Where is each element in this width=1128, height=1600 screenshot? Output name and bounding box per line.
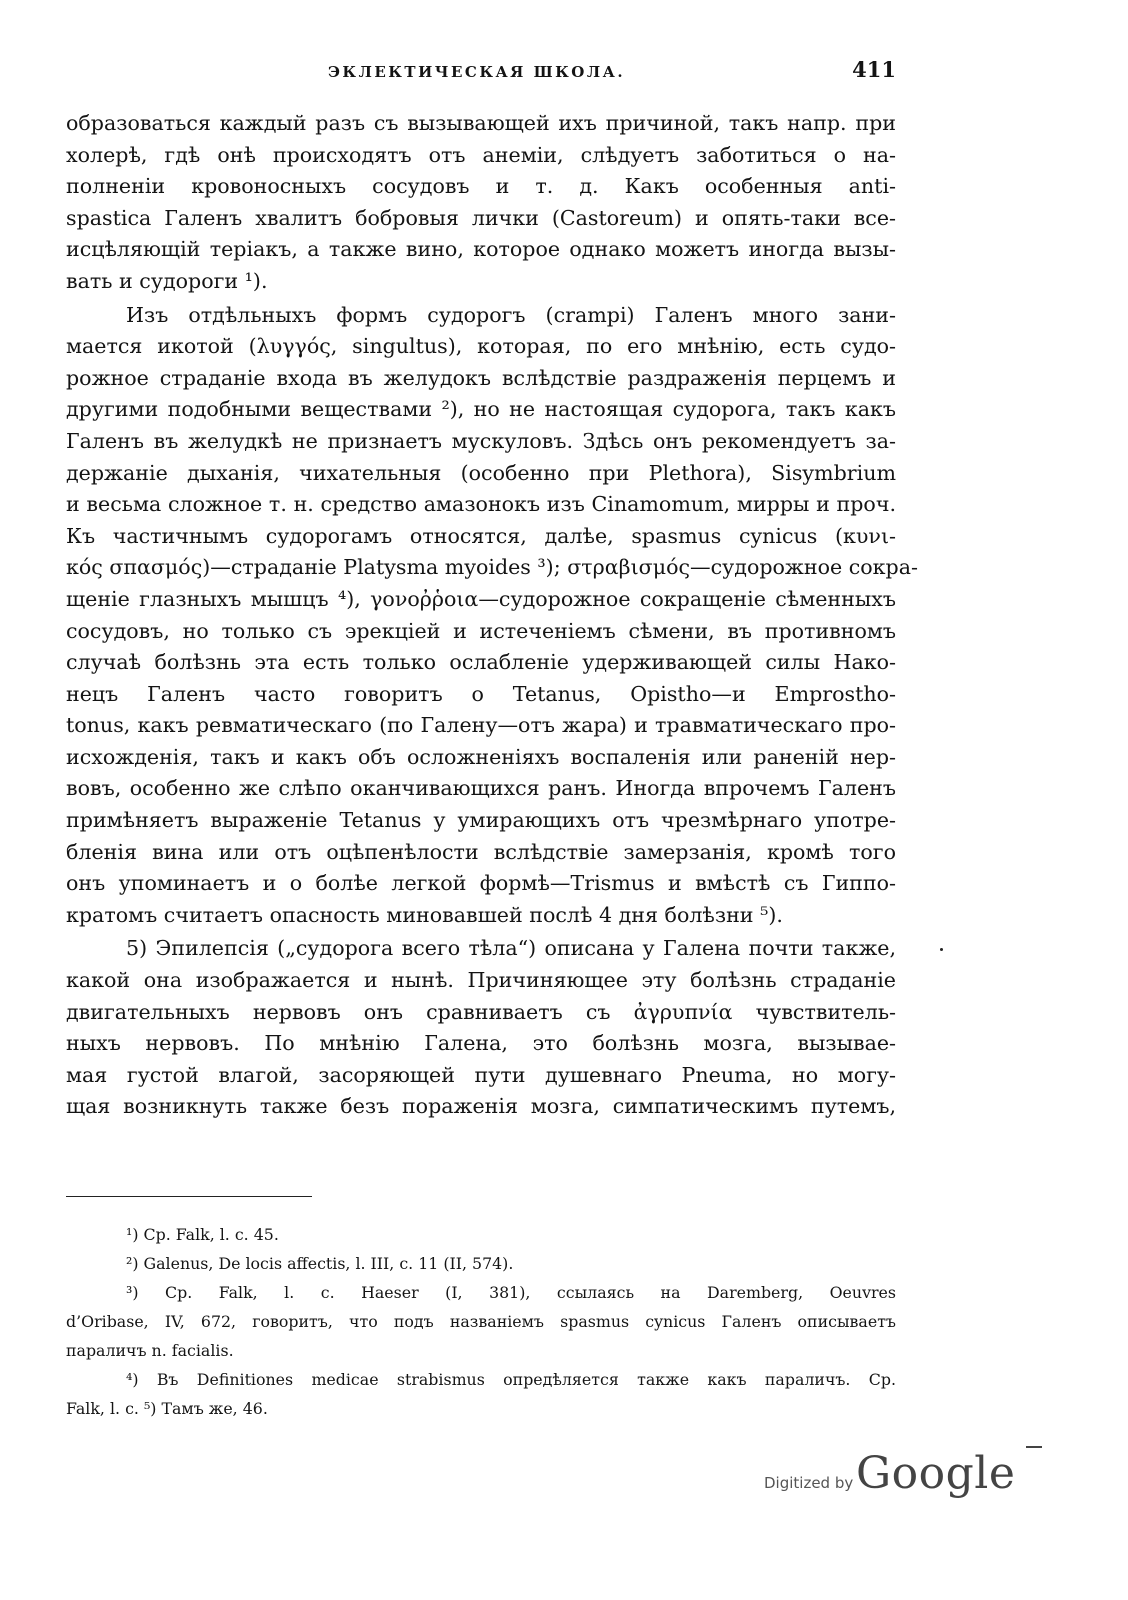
- body-line: сосудовъ, но только съ эрекціей и истеченіемъ сѣмени, въ противномъ: [66, 618, 896, 643]
- page-header: [66, 55, 896, 95]
- body-line: исхожденія, такъ и какъ объ осложненіяхъ воспаленія или раненій нер-: [66, 744, 896, 769]
- footnote-1: ¹) Ср. Falk, l. c. 45.: [126, 1225, 279, 1244]
- page-number: 411: [852, 57, 896, 82]
- body-line: и весьма сложное т. н. средство амазонокъ изъ Cinamomum, мирры и проч.: [66, 492, 896, 517]
- watermark-label: Digitized by: [764, 1474, 854, 1492]
- body-line: держаніе дыханія, чихательныя (особенно при Plethora), Sisymbrium: [66, 460, 896, 485]
- footnote-divider: [66, 1196, 312, 1197]
- body-line: мая густой влагой, засоряющей пути душевнаго Pneuma, но могу-: [66, 1062, 896, 1087]
- body-line: spastica Галенъ хвалитъ бобровыя лички (Castoreum) и опять-таки все-: [66, 205, 896, 230]
- footnote-4-5-continued: Falk, l. c. ⁵) Тамъ же, 46.: [66, 1399, 268, 1418]
- body-line: какой она изображается и нынѣ. Причиняющее эту болѣзнь страданіе: [66, 968, 896, 993]
- paragraph-start: Изъ отдѣльныхъ формъ судорогъ (crampi) Галенъ много зани-: [126, 302, 896, 327]
- body-line: полненіи кровоносныхъ сосудовъ и т. д. Какъ особенныя anti-: [66, 174, 896, 199]
- footnote-3: ³) Ср. Falk, l. c. Haeser (I, 381), ссылаясь на Daremberg, Oeuvres: [126, 1283, 896, 1302]
- body-line: другими подобными веществами ²), но не настоящая судорога, такъ какъ: [66, 397, 896, 422]
- body-line: рожное страданіе входа въ желудокъ вслѣдствіе раздраженія перцемъ и: [66, 365, 896, 390]
- footnote-3-continued: d’Oribase, IV, 672, говоритъ, что подъ названіемъ spasmus cynicus Галенъ описываетъ: [66, 1312, 896, 1331]
- body-line: онъ упоминаетъ и о болѣе легкой формѣ—Trismus и вмѣстѣ съ Гиппо-: [66, 871, 896, 896]
- paragraph-start: 5) Эпилепсія („судорога всего тѣла“) описана у Галена почти также,: [126, 936, 896, 961]
- body-line: холерѣ, гдѣ онѣ происходятъ отъ анеміи, слѣдуетъ заботиться о на-: [66, 142, 896, 167]
- footnote-4: ⁴) Въ Definitiones medicae strabismus опредѣляется также какъ параличъ. Ср.: [126, 1370, 896, 1389]
- body-line: бленія вина или отъ оцѣпенѣлости вслѣдствіе замерзанія, кромѣ того: [66, 839, 896, 864]
- body-line: исцѣляющій теріакъ, а также вино, которое однако можетъ иногда вызы-: [66, 237, 896, 262]
- body-line: двигательныхъ нервовъ онъ сравниваетъ съ ἀγρυπνία чувствитель-: [66, 999, 896, 1024]
- footnote-2: ²) Galenus, De locis affectis, l. III, c. 11 (II, 574).: [126, 1254, 514, 1273]
- body-line: щая возникнуть также безъ пораженія мозга, симпатическимъ путемъ,: [66, 1094, 896, 1119]
- body-line: примѣняетъ выраженіе Tetanus у умирающихъ отъ чрезмѣрнаго употре-: [66, 808, 896, 833]
- footnotes: [66, 1220, 896, 1423]
- body-line: Къ частичнымъ судорогамъ относятся, далѣе, spasmus cynicus (κυνι-: [66, 523, 896, 548]
- body-line: нецъ Галенъ часто говоритъ о Tetanus, Opistho—и Emprostho-: [66, 681, 896, 706]
- body-line: образоваться каждый разъ съ вызывающей ихъ причиной, такъ напр. при: [66, 111, 896, 135]
- footnote-3-continued: параличъ n. facialis.: [66, 1341, 234, 1360]
- body-line: ныхъ нервовъ. По мнѣнію Галена, это болѣзнь мозга, вызывае-: [66, 1031, 896, 1056]
- body-line: Галенъ въ желудкѣ не признаетъ мускуловъ. Здѣсь онъ рекомендуетъ за-: [66, 428, 896, 453]
- digitized-watermark: [764, 1448, 1016, 1508]
- body-line: κός σπασμός)—страданіе Platysma myoides ³); στραβισμός—судорожное сокра-: [66, 555, 918, 580]
- body-line: вать и судороги ¹).: [66, 268, 268, 293]
- body-line: щеніе глазныхъ мышцъ ⁴), γονοῤῥοια—судорожное сокращеніе сѣменныхъ: [66, 586, 896, 611]
- body-line: случаѣ болѣзнь эта есть только ослабленіе удерживающей силы Нако-: [66, 650, 896, 675]
- body-line: мается икотой (λυγγός, singultus), которая, по его мнѣнію, есть судо-: [66, 334, 896, 359]
- body-text: [66, 108, 918, 1123]
- body-line: вовъ, особенно же слѣпо оканчивающихся ранъ. Иногда впрочемъ Галенъ: [66, 776, 896, 801]
- body-line: кратомъ считаетъ опасность миновавшей послѣ 4 дня болѣзни ⁵).: [66, 902, 783, 927]
- print-speck: [940, 948, 943, 951]
- google-logo: Google: [856, 1448, 1016, 1499]
- body-line: tonus, какъ ревматическаго (по Галену—отъ жара) и травматическаго про-: [66, 713, 896, 738]
- running-title: ЭКЛЕКТИЧЕСКАЯ ШКОЛА.: [328, 63, 626, 81]
- scan-mark: [1026, 1446, 1042, 1448]
